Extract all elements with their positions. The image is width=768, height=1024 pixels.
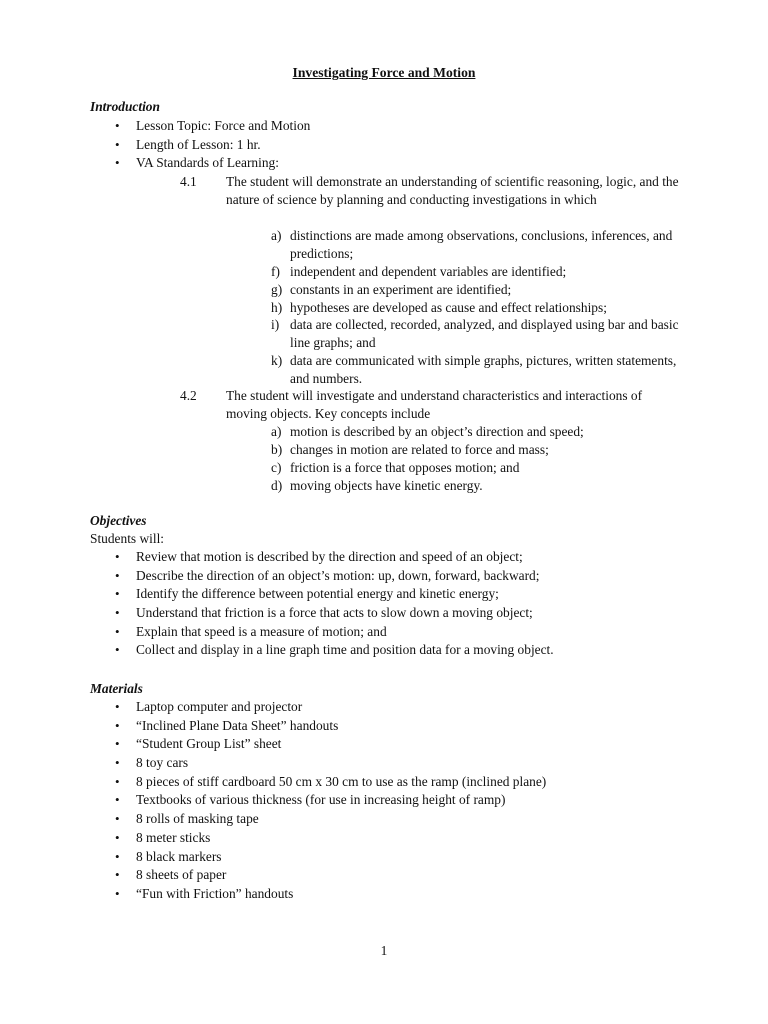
- list-item: • Laptop computer and projector: [90, 698, 710, 717]
- introduction-heading: Introduction: [90, 99, 160, 114]
- materials-heading: Materials: [90, 681, 143, 696]
- page-number: 1: [380, 943, 388, 958]
- list-item: • Textbooks of various thickness (for use in increasing height of ramp): [90, 791, 710, 810]
- introduction-list: [90, 117, 690, 173]
- list-item: • Describe the direction of an object’s motion: up, down, forward, backward;: [90, 567, 710, 586]
- list-item: • Explain that speed is a measure of motion; and: [90, 623, 710, 642]
- list-item: • 8 rolls of masking tape: [90, 810, 710, 829]
- list-item: • “Fun with Friction” handouts: [90, 885, 710, 904]
- document-page: Investigating Force and Motion Introduction • Lesson Topic: Force and Motion • Length of Lesson: 1 hr. • VA Standards of Learning: 4.1 The student will demonstrate an understanding of scientific reasoning, logic, and the nature of science by planning and conducting investigations in which a) distinctions are made among observations, conclusions, inferences, and predictions; f) independent and dependent variables are identified; g) constants in an experiment are identified; h) hypotheses are developed as cause and effect relationships; i) data are collected, recorded, analyzed, and displayed using bar and basic line graphs; and k) data are communicated with simple graphs, pictures, written statements, and numbers. 4.2 The student will investigate and understand characteristics and interactions of moving objects. Key concepts include a) motion is described by an object’s direction and speed; b) changes in motion are related to force and mass; c) friction is a force that opposes motion; and d) moving objects have kinetic energy. Objectives Students will: • Review that motion is described by the direction and speed of an object; • Describe the direction of an object’s motion: up, down, forward, backward; • Identify the difference between potential energy and kinetic energy; • Understand that friction is a force that acts to slow down a moving object; • Explain that speed is a measure of motion; and • Collect and display in a line graph time and position data for a moving object. Materials • Laptop computer and projector • “Inclined Plane Data Sheet” handouts • “Student Group List” sheet • 8 toy cars • 8 pieces of stiff cardboard 50 cm x 30 cm to use as the ramp (inclined plane) • Textbooks of various thickness (for use in increasing height of ramp) • 8 rolls of masking tape • 8 meter sticks • 8 black markers • 8 sheets of paper • “Fun with Friction” handouts 1: [0, 0, 768, 1024]
- list-item: • Review that motion is described by the direction and speed of an object;: [90, 548, 710, 567]
- objectives-heading: Objectives: [90, 513, 147, 528]
- list-item: • “Student Group List” sheet: [90, 735, 710, 754]
- list-item: • “Inclined Plane Data Sheet” handouts: [90, 717, 710, 736]
- list-item: • 8 sheets of paper: [90, 866, 710, 885]
- objectives-list: [90, 548, 710, 660]
- standard-text: The student will investigate and understand characteristics and interactions of moving objects. Key concepts include: [226, 388, 643, 422]
- list-item: • Length of Lesson: 1 hr.: [90, 136, 690, 155]
- list-item: • 8 meter sticks: [90, 829, 710, 848]
- standard-number: 4.2: [180, 388, 197, 403]
- list-item: • VA Standards of Learning:: [90, 154, 690, 173]
- standard-text: The student will demonstrate an understanding of scientific reasoning, logic, and the nature of science by planning and conducting investigations in which: [226, 174, 679, 208]
- document-title: Investigating Force and Motion: [292, 65, 476, 80]
- list-item: • Identify the difference between potential energy and kinetic energy;: [90, 585, 710, 604]
- list-item: • Collect and display in a line graph time and position data for a moving object.: [90, 641, 710, 660]
- standard-number: 4.1: [180, 174, 197, 189]
- materials-list: [90, 698, 710, 904]
- objectives-intro: Students will:: [90, 531, 165, 546]
- list-item: • 8 toy cars: [90, 754, 710, 773]
- list-item: • 8 pieces of stiff cardboard 50 cm x 30 cm to use as the ramp (inclined plane): [90, 773, 710, 792]
- list-item: • Understand that friction is a force that acts to slow down a moving object;: [90, 604, 710, 623]
- list-item: • 8 black markers: [90, 848, 710, 867]
- list-item: • Lesson Topic: Force and Motion: [90, 117, 690, 136]
